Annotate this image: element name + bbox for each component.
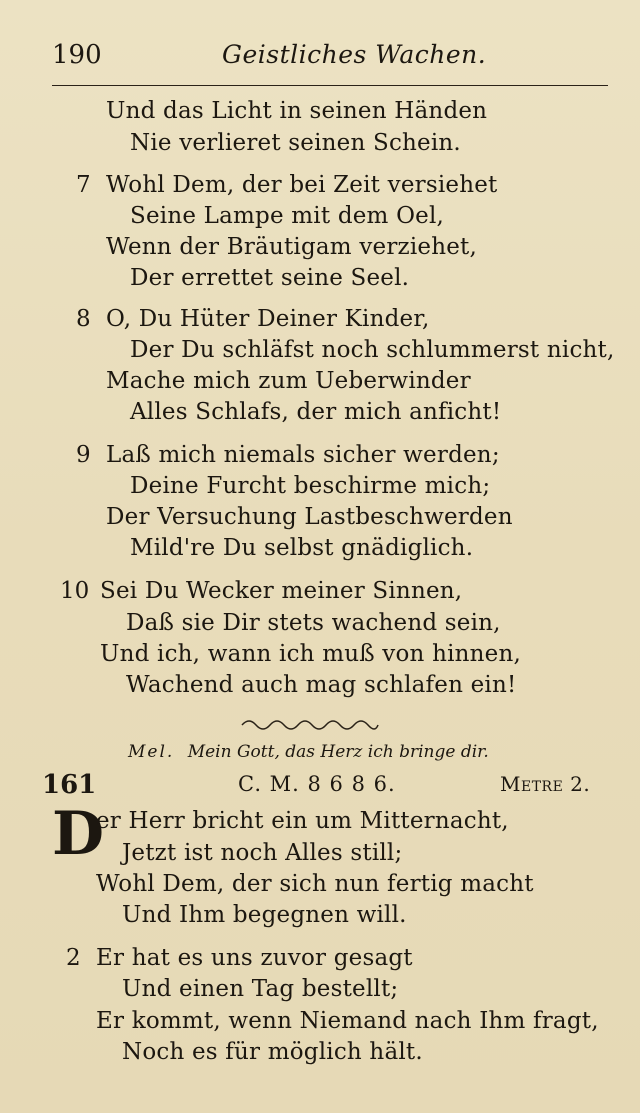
verse-line: Wenn der Bräutigam verziehet, bbox=[106, 234, 477, 260]
verse-line: Mache mich zum Ueberwinder bbox=[106, 368, 471, 394]
stanza-number: 9 bbox=[76, 442, 91, 468]
melody-label: Mel. bbox=[128, 742, 175, 762]
meter: C. M. 8 6 8 6. bbox=[238, 772, 396, 796]
verse-line: Der errettet seine Seel. bbox=[130, 265, 410, 291]
melody-line bbox=[128, 742, 489, 762]
verse-line: Er kommt, wenn Niemand nach Ihm fragt, bbox=[96, 1008, 599, 1034]
verse-line: O, Du Hüter Deiner Kinder, bbox=[106, 306, 430, 332]
verse-line: Mild're Du selbst gnädiglich. bbox=[130, 535, 474, 561]
verse-line: Der Versuchung Lastbeschwerden bbox=[106, 504, 513, 530]
melody-text: Mein Gott, das Herz ich bringe dir. bbox=[187, 742, 489, 762]
stanza-number: 10 bbox=[60, 578, 90, 604]
verse-line: Nie verlieret seinen Schein. bbox=[130, 130, 461, 156]
verse-line: Alles Schlafs, der mich anficht! bbox=[130, 399, 502, 425]
stanza-number: 8 bbox=[76, 306, 91, 332]
page-number: 190 bbox=[52, 40, 102, 70]
running-title: Geistliches Wachen. bbox=[222, 40, 487, 69]
stanza-number: 2 bbox=[66, 945, 81, 971]
stanza-number: 7 bbox=[76, 172, 91, 198]
verse-line: Und Ihm begegnen will. bbox=[122, 902, 407, 928]
verse-line: Und einen Tag bestellt; bbox=[122, 976, 399, 1002]
verse-line: Seine Lampe mit dem Oel, bbox=[130, 203, 445, 229]
metre-label: Metre 2. bbox=[500, 772, 591, 796]
verse-line: Wachend auch mag schlafen ein! bbox=[126, 672, 517, 698]
verse-line: er Herr bricht ein um Mitternacht, bbox=[96, 808, 509, 834]
verse-line: Wohl Dem, der bei Zeit versiehet bbox=[106, 172, 498, 198]
wave-ornament bbox=[240, 713, 380, 733]
verse-line: Jetzt ist noch Alles still; bbox=[122, 840, 403, 866]
verse-line: Sei Du Wecker meiner Sinnen, bbox=[100, 578, 463, 604]
page-header bbox=[52, 40, 592, 80]
verse-line: Und das Licht in seinen Händen bbox=[106, 98, 488, 124]
verse-line: Und ich, wann ich muß von hinnen, bbox=[100, 641, 521, 667]
verse-line: Deine Furcht beschirme mich; bbox=[130, 473, 491, 499]
verse-line: Noch es für möglich hält. bbox=[122, 1039, 423, 1065]
header-rule bbox=[52, 85, 608, 86]
verse-line: Laß mich niemals sicher werden; bbox=[106, 442, 500, 468]
hymn-number: 161 bbox=[42, 770, 97, 800]
drop-cap: D bbox=[52, 799, 105, 869]
verse-line: Der Du schläfst noch schlummerst nicht, bbox=[130, 337, 615, 363]
verse-line: Daß sie Dir stets wachend sein, bbox=[126, 610, 501, 636]
verse-line: Wohl Dem, der sich nun fertig macht bbox=[96, 871, 534, 897]
verse-line: Er hat es uns zuvor gesagt bbox=[96, 945, 413, 971]
